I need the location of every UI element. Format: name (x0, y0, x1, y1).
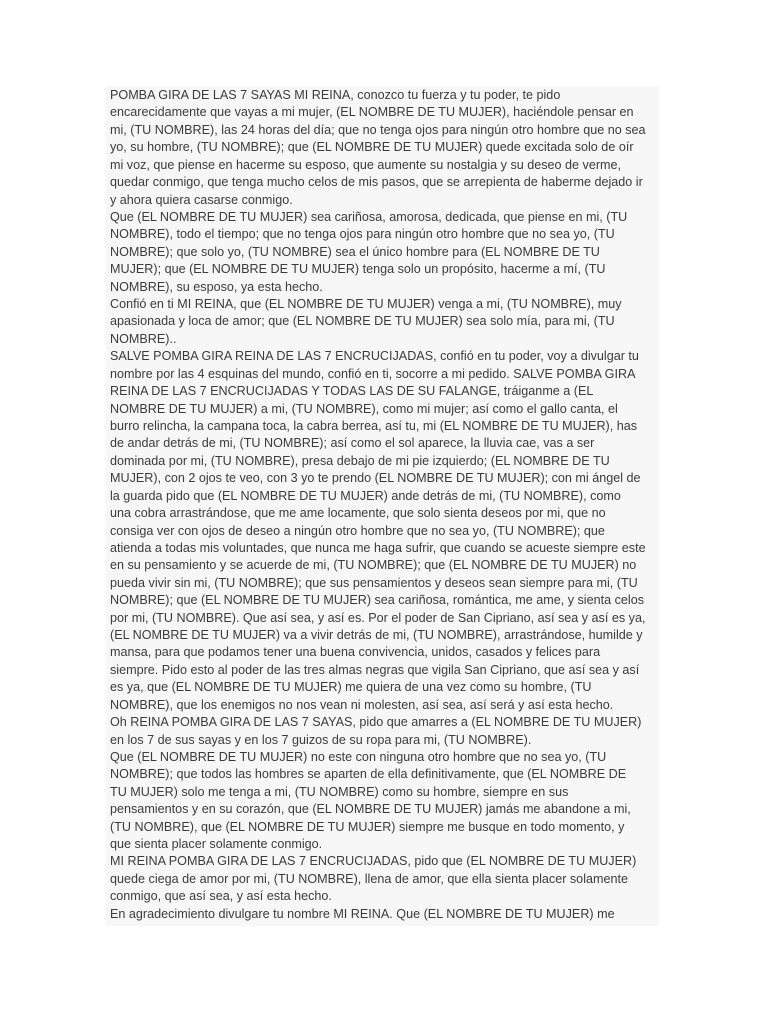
text-line: (TU NOMBRE), que (EL NOMBRE DE TU MUJER) siempre me busque en todo momento, y (110, 819, 625, 834)
text-line: TU MUJER) solo me tenga a mi, (TU NOMBRE) como su hombre, siempre en sus (110, 784, 569, 799)
text-line: una cobra arrastrándose, que me ame locamente, que solo sienta deseos por mi, que no (110, 506, 606, 521)
text-line: siempre. Pido esto al poder de las tres almas negras que vigila San Cipriano, que así sea y así (110, 662, 640, 677)
text-line: mi voz, que piense en hacerme su esposo, que aumente su nostalgia y su deseo de verme, (110, 157, 622, 172)
text-line: NOMBRE), que los enemigos no nos vean ni molesten, así sea, así será y así esta hecho. (110, 697, 614, 712)
text-line: encarecidamente que vayas a mi mujer, (EL NOMBRE DE TU MUJER), haciéndole pensar en (110, 105, 634, 120)
text-line: MUJER), con 2 ojos te veo, con 3 yo te prendo (EL NOMBRE DE TU MUJER); con mi ángel de (110, 471, 641, 486)
text-line: atienda a todas mis voluntades, que nunca me haga sufrir, que cuando se acueste siempre este (110, 540, 646, 555)
text-line: de andar detrás de mi, (TU NOMBRE); así como el sol aparece, la lluvia cae, vas a ser (110, 436, 595, 451)
text-line: Oh REINA POMBA GIRA DE LAS 7 SAYAS, pido que amarres a (EL NOMBRE DE TU MUJER) (110, 715, 642, 730)
text-line: SALVE POMBA GIRA REINA DE LAS 7 ENCRUCIJADAS, confió en tu poder, voy a divulgar tu (110, 349, 639, 364)
text-line: MI REINA POMBA GIRA DE LAS 7 ENCRUCIJADAS, pido que (EL NOMBRE DE TU MUJER) (110, 854, 637, 869)
text-line: Confió en ti MI REINA, que (EL NOMBRE DE TU MUJER) venga a mi, (TU NOMBRE), muy (110, 297, 622, 312)
text-line: NOMBRE), todo el tiempo; que no tenga ojos para ningún otro hombre que no sea yo, (TU (110, 227, 615, 242)
text-line: REINA DE LAS 7 ENCRUCIJADAS Y TODAS LAS DE SU FALANGE, tráiganme a (EL (110, 384, 594, 399)
text-line: Que (EL NOMBRE DE TU MUJER) sea cariñosa, amorosa, dedicada, que piense en mi, (TU (110, 209, 628, 224)
text-line: NOMBRE); que solo yo, (TU NOMBRE) sea el único hombre para (EL NOMBRE DE TU (110, 244, 600, 259)
text-line: y ahora quiera casarse conmigo. (110, 192, 293, 207)
text-line: conmigo, que así sea, y así esta hecho. (110, 889, 332, 904)
text-line: pensamientos y en su corazón, que (EL NOMBRE DE TU MUJER) jamás me abandone a mi, (110, 802, 631, 817)
text-line: yo, su hombre, (TU NOMBRE); que (EL NOMBRE DE TU MUJER) quede excitada solo de oír (110, 140, 634, 155)
text-line: NOMBRE), su esposo, ya esta hecho. (110, 279, 323, 294)
text-line: (EL NOMBRE DE TU MUJER) va a vivir detrás de mi, (TU NOMBRE), arrastrándose, humilde y (110, 628, 643, 643)
text-line: en los 7 de sus sayas y en los 7 guizos de su ropa para mi, (TU NOMBRE). (110, 732, 532, 747)
text-line: consiga ver con ojos de deseo a ningún otro hombre que no sea yo, (TU NOMBRE); que (110, 523, 605, 538)
text-line: POMBA GIRA DE LAS 7 SAYAS MI REINA, conozco tu fuerza y tu poder, te pido (110, 88, 561, 102)
text-line: mi, (TU NOMBRE), las 24 horas del día; que no tenga ojos para ningún otro hombre que no sea (110, 122, 646, 137)
document-text-block (106, 86, 659, 926)
text-line: pueda vivir sin mi, (TU NOMBRE); que sus pensamientos y deseos sean siempre para mi, (TU (110, 575, 638, 590)
text-line: mansa, para que podamos tener una buena convivencia, unidos, casados y felices para (110, 645, 601, 660)
text-line: es ya, que (EL NOMBRE DE TU MUJER) me quiera de una vez como su hombre, (TU (110, 680, 592, 695)
text-line: NOMBRE); que (EL NOMBRE DE TU MUJER) sea cariñosa, romántica, me ame, y sienta celos (110, 593, 644, 608)
text-line: quedar conmigo, que tenga mucho celos de mis pasos, que se arrepienta de haberme dejado ir (110, 175, 643, 190)
text-line: que sienta placer solamente conmigo. (110, 837, 323, 852)
text-line: MUJER); que (EL NOMBRE DE TU MUJER) tenga solo un propósito, hacerme a mí, (TU (110, 262, 606, 277)
text-line: apasionada y loca de amor; que (EL NOMBRE DE TU MUJER) sea solo mía, para mi, (TU (110, 314, 615, 329)
text-line: Que (EL NOMBRE DE TU MUJER) no este con ninguna otro hombre que no sea yo, (TU (110, 749, 607, 764)
text-line: quede ciega de amor por mi, (TU NOMBRE), llena de amor, que ella sienta placer solamente (110, 871, 628, 886)
text-line: por mi, (TU NOMBRE). Que así sea, y así es. Por el poder de San Cipriano, así sea y así es ya, (110, 610, 646, 625)
text-line: dominada por mi, (TU NOMBRE), presa debajo de mi pie izquierdo; (EL NOMBRE DE TU (110, 453, 610, 468)
text-line: NOMBRE DE TU MUJER) a mi, (TU NOMBRE), como mi mujer; así como el gallo canta, el (110, 401, 618, 416)
text-line: la guarda pido que (EL NOMBRE DE TU MUJER) ande detrás de mi, (TU NOMBRE), como (110, 488, 621, 503)
text-line: burro relincha, la campana toca, la cabra berrea, así tu, mi (EL NOMBRE DE TU MUJER), has (110, 418, 638, 433)
text-line: en su pensamiento y se acuerde de mi, (TU NOMBRE); que (EL NOMBRE DE TU MUJER) no (110, 558, 637, 573)
text-line: nombre por las 4 esquinas del mundo, confió en ti, socorre a mi pedido. SALVE POMBA GIRA (110, 366, 636, 381)
text-line: NOMBRE).. (110, 331, 177, 346)
text-line: NOMBRE); que todos las hombres se aparten de ella definitivamente, que (EL NOMBRE DE (110, 767, 627, 782)
text-line: En agradecimiento divulgare tu nombre MI REINA. Que (EL NOMBRE DE TU MUJER) me (110, 906, 615, 921)
